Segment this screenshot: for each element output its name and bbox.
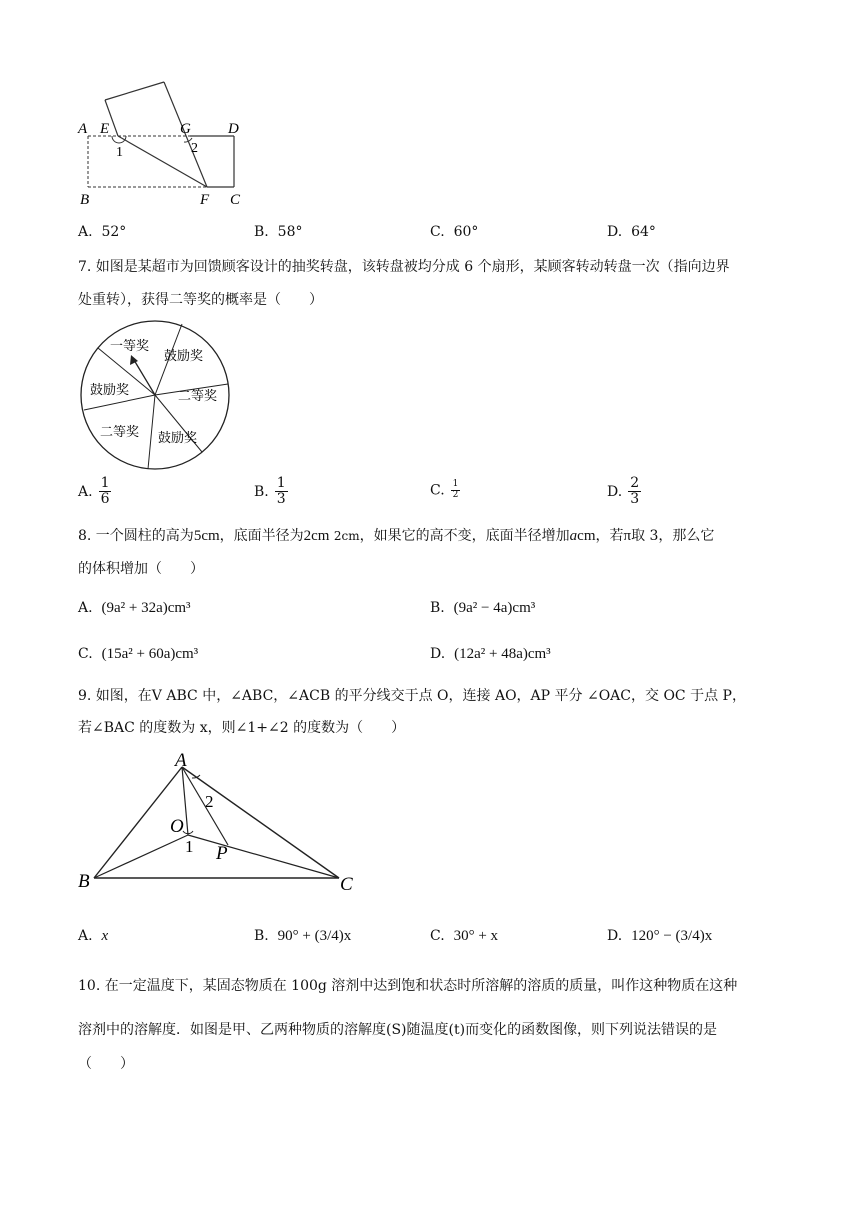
label-P: P: [216, 843, 228, 864]
q9-option-a[interactable]: A. x: [78, 928, 109, 944]
q9-text-line1: 9. 如图，在V ABC 中，∠ABC，∠ACB 的平分线交于点 O，连接 AO，AP 平分 ∠OAC，交 OC 于点 P，: [78, 688, 746, 704]
q6-option-b[interactable]: B. 58°: [254, 224, 303, 240]
q8-text-line1: 8. 一个圆柱的高为5cm，底面半径为2cm 2cm，如果它的高不变，底面半径增加acm，若π取 3，那么它: [78, 528, 715, 544]
angle-1-label: 1: [116, 145, 123, 160]
q9-option-b[interactable]: B. 90° + (3/4)x: [254, 928, 352, 944]
wheel-sector-1: 一等奖: [110, 338, 150, 353]
label-F: F: [200, 192, 210, 208]
q6-figure: [72, 80, 262, 215]
q7-wheel-figure: [78, 318, 232, 472]
q7-text-line1: 7. 如图是某超市为回馈顾客设计的抽奖转盘，该转盘被均分成 6 个扇形，某顾客转动转盘一次（指向边界: [78, 259, 730, 275]
q10-text-line1: 10. 在一定温度下，某固态物质在 100g 溶剂中达到饱和状态时所溶解的溶质的质量，叫作这种物质在这种: [78, 978, 738, 994]
wheel-sector-2: 鼓励奖: [164, 348, 204, 363]
label-C: C: [340, 874, 353, 895]
q6-option-d[interactable]: D. 64°: [607, 224, 656, 240]
q7-option-c[interactable]: C. $\frac{1}{2}$: [430, 479, 459, 500]
label-A: A: [175, 750, 187, 771]
label-A: A: [78, 121, 88, 137]
q10-text-line3: （ ）: [78, 1056, 134, 1072]
q6-option-c[interactable]: C. 60°: [430, 224, 479, 240]
q8-option-c[interactable]: C. (15a² + 60a)cm³: [78, 646, 199, 662]
wheel-sector-6: 鼓励奖: [158, 430, 198, 445]
q7-option-d[interactable]: D. $\frac{2}{3}$: [607, 475, 640, 508]
q9-text-line2: 若∠BAC 的度数为 x，则∠1+∠2 的度数为（ ）: [78, 720, 406, 736]
label-B: B: [78, 871, 90, 892]
q7-option-b[interactable]: B. $\frac{1}{3}$: [254, 475, 286, 508]
q8-option-a[interactable]: A. (9a² + 32a)cm³: [78, 600, 191, 616]
q8-text-line2: 的体积增加（ ）: [78, 561, 204, 577]
q7-text-line2: 处重转），获得二等奖的概率是（ ）: [78, 292, 323, 308]
q9-option-c[interactable]: C. 30° + x: [430, 928, 499, 944]
q10-text-line2: 溶剂中的溶解度．如图是甲、乙两种物质的溶解度(S)随温度(t)而变化的函数图像，则下列说法错误的是: [78, 1022, 718, 1038]
q9-triangle-figure: [72, 745, 372, 895]
wheel-sector-4: 鼓励奖: [90, 382, 130, 397]
wheel-sector-5: 二等奖: [100, 424, 140, 439]
label-E: E: [100, 121, 110, 137]
wheel-sector-3: 二等奖: [178, 388, 218, 403]
label-D: D: [228, 121, 239, 137]
q7-option-a[interactable]: A. $\frac{1}{6}$: [78, 475, 110, 508]
angle-2-label: 2: [191, 141, 198, 156]
q6-option-a[interactable]: A. 52°: [78, 224, 127, 240]
q9-option-d[interactable]: D. 120° − (3/4)x: [607, 928, 713, 944]
label-C: C: [230, 192, 241, 208]
label-B: B: [80, 192, 90, 208]
label-G: G: [180, 121, 191, 137]
q8-option-b[interactable]: B. (9a² − 4a)cm³: [430, 600, 536, 616]
label-O: O: [170, 816, 184, 837]
angle-2-label: 2: [205, 792, 214, 811]
angle-1-label: 1: [185, 837, 194, 856]
q8-option-d[interactable]: D. (12a² + 48a)cm³: [430, 646, 551, 662]
